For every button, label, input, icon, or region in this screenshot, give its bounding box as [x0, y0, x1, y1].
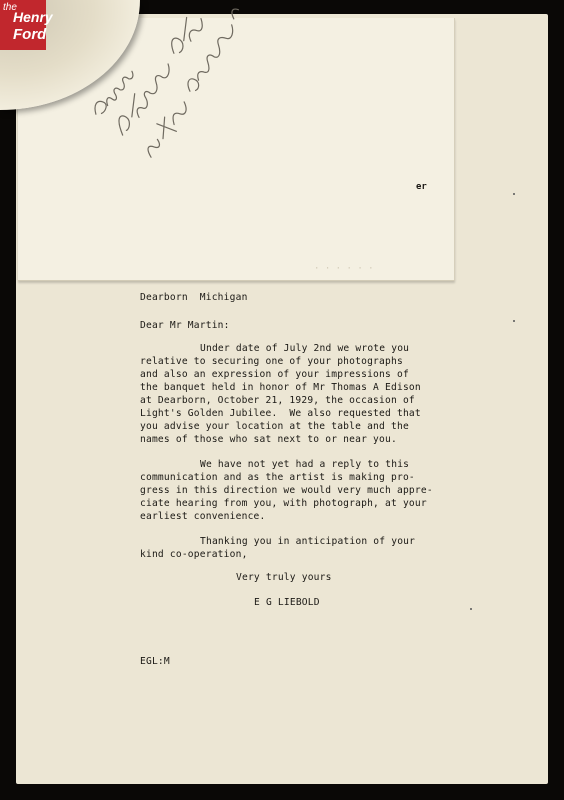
paragraph-1-line: Light's Golden Jubilee. We also requested that: [140, 408, 421, 419]
show-through-text: · · · · · ·: [314, 264, 374, 274]
paragraph-1-line: relative to securing one of your photographs: [140, 356, 403, 367]
logo-word-the: the: [3, 2, 17, 13]
signature: E G LIEBOLD: [254, 597, 320, 608]
closing: Very truly yours: [236, 572, 332, 583]
paragraph-1-line: at Dearborn, October 21, 1929, the occasion of: [140, 395, 415, 406]
logo-word-henry: Henry: [13, 9, 53, 25]
paragraph-1-line: you advise your location at the table and the: [140, 421, 409, 432]
initials: EGL:M: [140, 656, 170, 667]
paragraph-2-line: earliest convenience.: [140, 511, 266, 522]
paragraph-2-line: We have not yet had a reply to this: [200, 459, 410, 470]
paragraph-2-line: ciate hearing from you, with photograph, at your: [140, 498, 427, 509]
paragraph-1-line: and also an expression of your impressions of: [140, 369, 409, 380]
paragraph-3-line: kind co-operation,: [140, 549, 248, 560]
salutation: Dear Mr Martin:: [140, 320, 230, 331]
paragraph-1-line: Under date of July 2nd we wrote you: [200, 343, 410, 354]
logo-word-ford: Ford: [13, 26, 47, 43]
address-line: Dearborn Michigan: [140, 292, 248, 303]
paragraph-3-line: Thanking you in anticipation of your: [200, 536, 416, 547]
date-stamp-suffix: er: [416, 182, 427, 192]
paragraph-2-line: gress in this direction we would very much appre-: [140, 485, 433, 496]
paragraph-2-line: communication and as the artist is making pro-: [140, 472, 415, 483]
paragraph-1-line: the banquet held in honor of Mr Thomas A Edison: [140, 382, 421, 393]
paragraph-1-line: names of those who sat next to or near you.: [140, 434, 397, 445]
